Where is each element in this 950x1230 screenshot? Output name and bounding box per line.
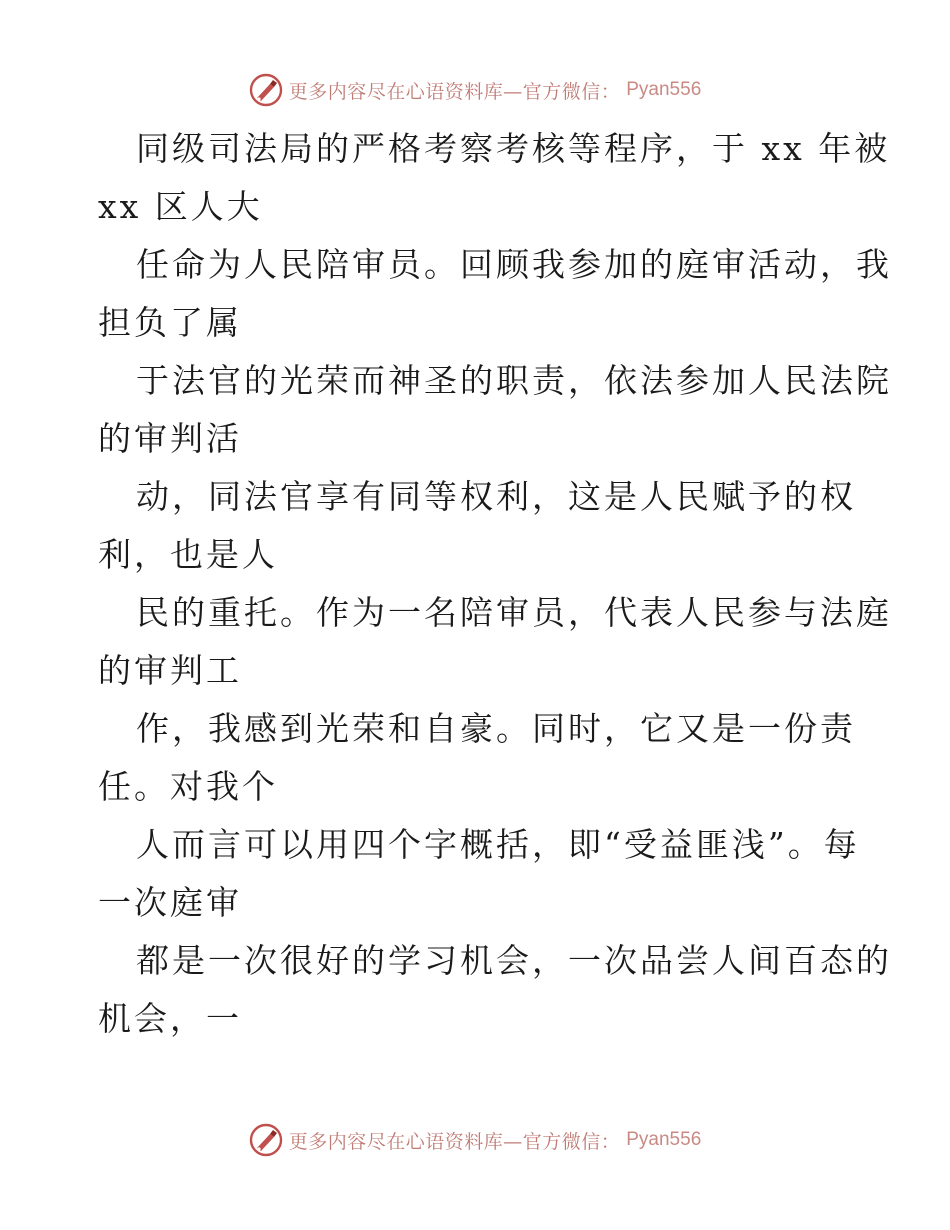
paragraph-line: 人而言可以用四个字概括，即“受益匪浅”。每 — [136, 825, 860, 864]
paragraph — [98, 352, 892, 468]
pen-logo-icon — [249, 73, 283, 107]
document-body — [98, 120, 892, 1048]
paragraph — [98, 700, 858, 816]
paragraph — [98, 468, 858, 584]
paragraph-line: 利，也是人 — [98, 535, 278, 574]
paragraph — [98, 236, 892, 352]
watermark-contact: Pyan556 — [626, 1129, 702, 1150]
paragraph-line: 于法官的光荣而神圣的职责，依法参加人民法院 — [136, 361, 892, 400]
paragraph-line: 都是一次很好的学习机会，一次品尝人间百态的 — [136, 941, 892, 980]
paragraph-line: 动，同法官享有同等权利，这是人民赋予的权 — [136, 477, 856, 516]
paragraph-line: xx 区人大 — [98, 187, 263, 226]
paragraph-line: 任命为人民陪审员。回顾我参加的庭审活动，我 — [136, 245, 892, 284]
paragraph — [98, 932, 892, 1048]
paragraph-line: 一次庭审 — [98, 883, 242, 922]
paragraph-line: 的审判活 — [98, 419, 242, 458]
paragraph — [98, 120, 891, 236]
header-watermark — [0, 70, 950, 110]
watermark-contact: Pyan556 — [626, 79, 702, 100]
watermark-text: 更多内容尽在心语资料库—官方微信： — [288, 80, 621, 103]
paragraph-line: 的审判工 — [98, 651, 242, 690]
paragraph-line: 担负了属 — [98, 303, 242, 342]
pen-logo-icon — [249, 1123, 283, 1157]
footer-watermark — [0, 1120, 950, 1160]
paragraph-line: 民的重托。作为一名陪审员，代表人民参与法庭 — [136, 593, 892, 632]
paragraph — [98, 584, 892, 700]
paragraph-line: 机会，一 — [98, 999, 242, 1038]
paragraph-line: 作，我感到光荣和自豪。同时，它又是一份责 — [136, 709, 856, 748]
paragraph-line: 任。对我个 — [98, 767, 278, 806]
paragraph-line: 同级司法局的严格考察考核等程序，于 xx 年被 — [136, 129, 891, 168]
paragraph — [98, 816, 858, 932]
watermark-text: 更多内容尽在心语资料库—官方微信： — [288, 1130, 621, 1153]
